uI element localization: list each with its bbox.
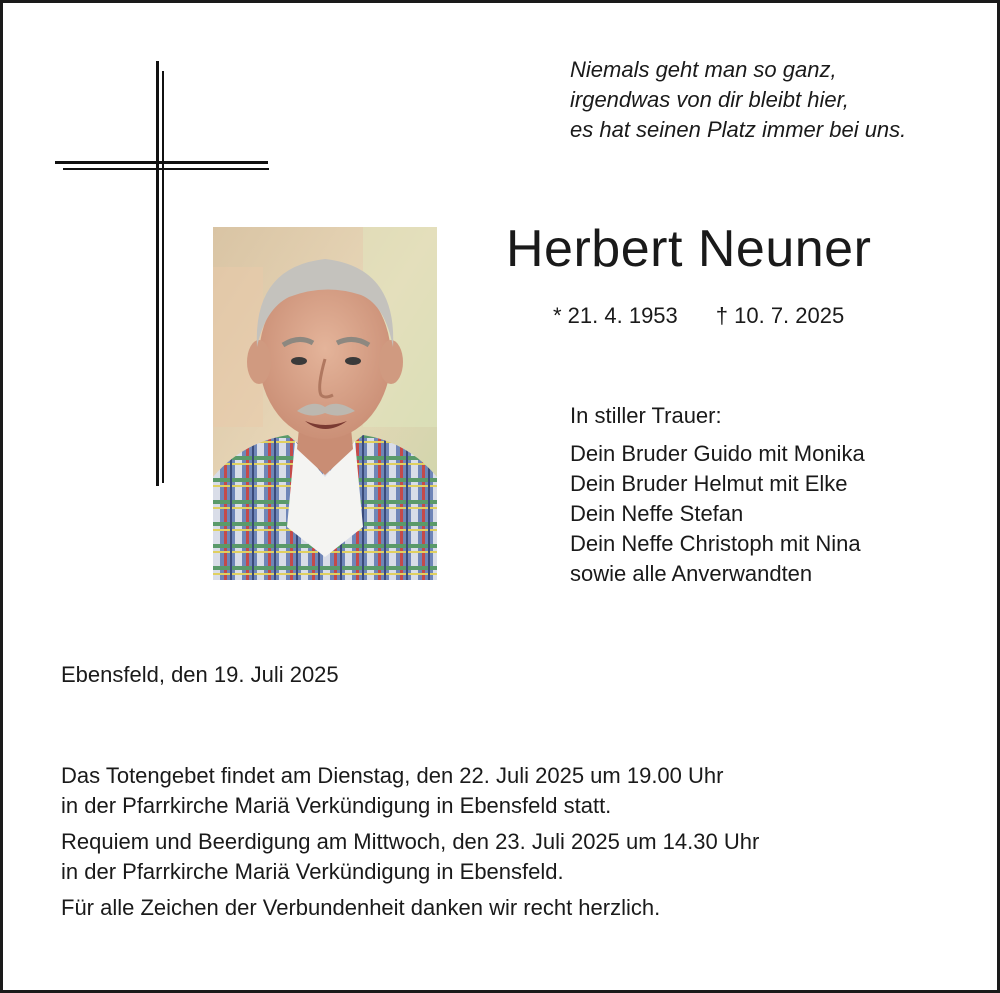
cross-vertical-bar (156, 61, 159, 486)
poem-line: es hat seinen Platz immer bei uns. (570, 117, 907, 142)
mourner-line: sowie alle Anverwandten (570, 561, 813, 586)
poem-line: Niemals geht man so ganz, (570, 57, 837, 82)
poem-line: irgendwas von dir bleibt hier, (570, 87, 849, 112)
service-line: in der Pfarrkirche Mariä Verkündigung in Ebensfeld. (61, 859, 564, 884)
deceased-name: Herbert Neuner (506, 220, 872, 278)
mourning-heading: In stiller Trauer: (570, 403, 722, 428)
cross-horizontal-line (63, 168, 269, 170)
service-line: Requiem und Beerdigung am Mittwoch, den 23. Juli 2025 um 14.30 Uhr (61, 829, 760, 854)
mourner-line: Dein Neffe Christoph mit Nina (570, 531, 861, 556)
poem (570, 55, 906, 145)
birth-date: * 21. 4. 1953 (553, 303, 678, 328)
service-information (61, 761, 759, 923)
mourner-line: Dein Bruder Guido mit Monika (570, 441, 865, 466)
cross-horizontal-bar (55, 161, 268, 164)
mourner-line: Dein Neffe Stefan (570, 501, 744, 526)
mourners-list (570, 439, 865, 589)
service-line: Das Totengebet findet am Dienstag, den 22. Juli 2025 um 19.00 Uhr (61, 763, 724, 788)
place-and-date: Ebensfeld, den 19. Juli 2025 (61, 662, 339, 687)
service-line: in der Pfarrkirche Mariä Verkündigung in Ebensfeld statt. (61, 793, 612, 818)
life-dates (553, 301, 844, 331)
portrait-photo (213, 227, 437, 580)
death-date: † 10. 7. 2025 (715, 303, 845, 328)
service-line: Für alle Zeichen der Verbundenheit danken wir recht herzlich. (61, 895, 661, 920)
mourner-line: Dein Bruder Helmut mit Elke (570, 471, 848, 496)
cross-vertical-line (162, 71, 164, 483)
